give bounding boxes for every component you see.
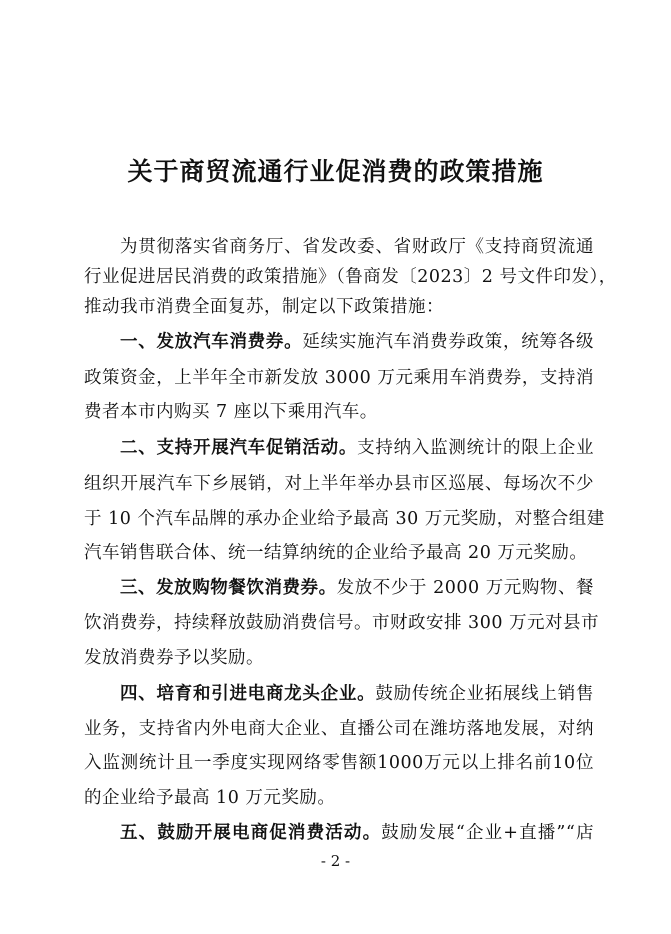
item-1-line-2: 政策资金，上半年全市新发放 3000 万元乘用车消费券，支持消 [84, 368, 594, 388]
intro-line-2: 行业促进居民消费的政策措施》（鲁商发〔2023〕2 号文件印发）， [84, 267, 617, 287]
item-4-text: 鼓励传统企业拓展线上销售 [375, 684, 594, 704]
item-3-line-3: 发放消费券予以奖励。 [84, 648, 264, 668]
item-2-line-2: 组织开展汽车下乡展销，对上半年举办县市区巡展、每场次不少 [84, 474, 594, 494]
intro-line-3: 推动我市消费全面复苏，制定以下政策措施： [84, 297, 444, 317]
item-5-line-1 [84, 821, 594, 845]
item-3-text: 发放不少于 2000 万元购物、餐 [336, 578, 594, 598]
item-2-line-4: 汽车销售联合体、统一结算纳统的企业给予最高 20 万元奖励。 [84, 543, 588, 563]
page-number: - 2 - [320, 852, 351, 870]
item-1-text: 延续实施汽车消费券政策，统筹各级 [302, 332, 595, 352]
item-2-text: 支持纳入监测统计的限上企业 [357, 438, 595, 458]
item-1-heading: 一、发放汽车消费券。 [120, 332, 303, 352]
item-3-line-1 [84, 576, 594, 600]
item-2-heading: 二、支持开展汽车促销活动。 [120, 438, 358, 458]
item-2-line-3: 于 10 个汽车品牌的承办企业给予最高 30 万元奖励，对整合组建 [84, 509, 605, 529]
document-title: 关于商贸流通行业促消费的政策措施 [127, 157, 544, 186]
item-4-line-2: 业务，支持省内外电商大企业、直播公司在潍坊落地发展，对纳 [84, 719, 594, 739]
item-4-line-3: 入监测统计且一季度实现网络零售额1000万元以上排名前10位 [84, 753, 594, 773]
item-5-text: 鼓励发展“企业+直播”“店 [381, 823, 594, 843]
item-5-heading: 五、鼓励开展电商促消费活动。 [120, 823, 382, 843]
item-1-line-1 [84, 330, 594, 354]
item-3-heading: 三、发放购物餐饮消费券。 [120, 578, 337, 598]
item-2-line-1 [84, 436, 594, 460]
item-4-line-4: 的企业给予最高 10 万元奖励。 [84, 788, 336, 808]
item-4-line-1 [84, 682, 594, 706]
item-3-line-2: 饮消费券，持续释放鼓励消费信号。市财政安排 300 万元对县市 [84, 613, 600, 633]
intro-line-1: 为贯彻落实省商务厅、省发改委、省财政厅《支持商贸流通 [120, 237, 594, 257]
item-4-heading: 四、培育和引进电商龙头企业。 [120, 684, 376, 704]
item-1-line-3: 费者本市内购买 7 座以下乘用汽车。 [84, 402, 378, 422]
